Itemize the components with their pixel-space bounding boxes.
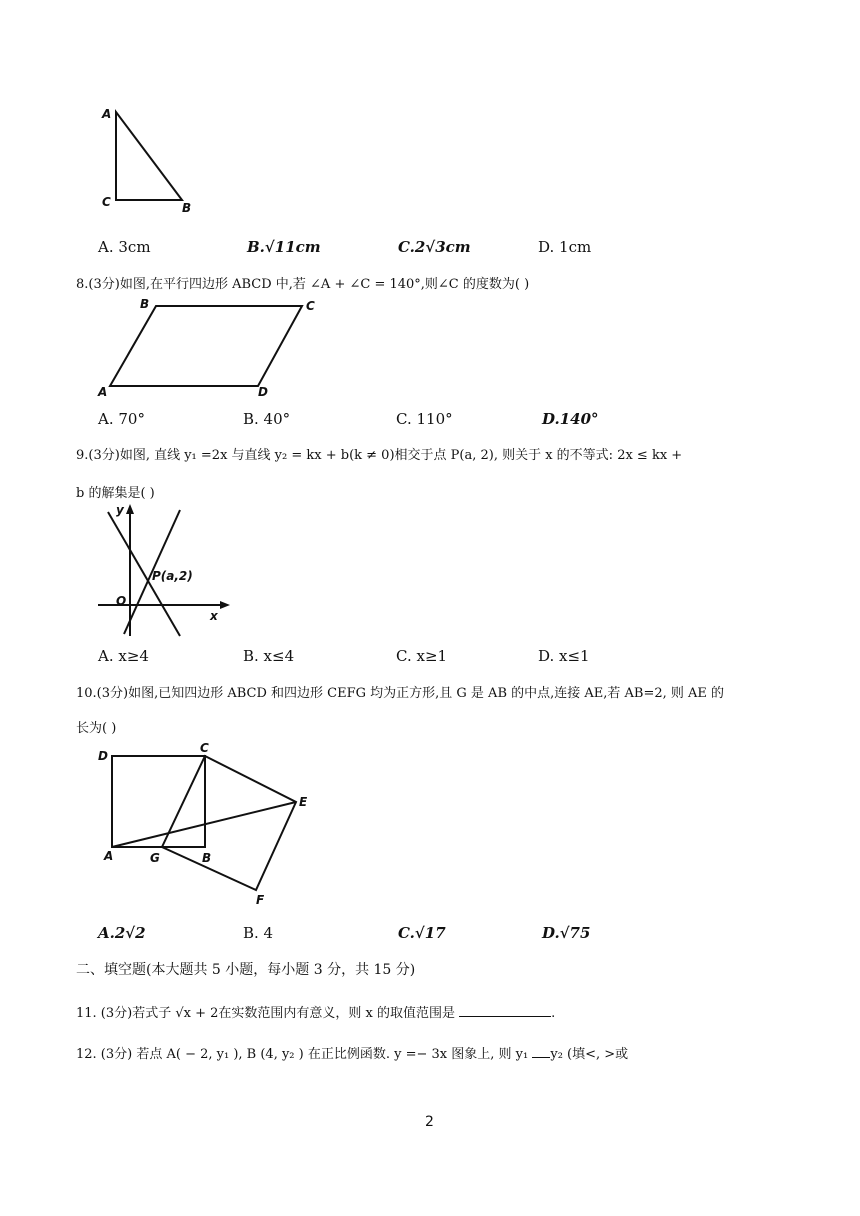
q9-label-y: y	[116, 503, 124, 517]
q10-option-c[interactable]: C.√17	[398, 924, 446, 942]
q11-answer-blank[interactable]	[459, 1004, 551, 1017]
q10-label-f: F	[256, 893, 265, 907]
q9-label-x: x	[210, 609, 218, 623]
q8-label-b: B	[140, 297, 150, 311]
q12-stem	[76, 1045, 628, 1064]
q10-stem-line1: 10.(3分)如图,已知四边形 ABCD 和四边形 CEFG 均为正方形,且 G 是 AB 的中点,连接 AE,若 AB=2, 则 AE 的	[76, 686, 725, 701]
q10-label-e: E	[299, 795, 308, 809]
q7-option-b[interactable]: B.√11cm	[247, 238, 321, 256]
q12-text: 12. (3分) 若点 A( − 2, y₁ ), B (4, y₂ ) 在正比例函数. y =− 3x 图象上, 则 y₁	[76, 1047, 529, 1062]
q9-option-b[interactable]: B. x≤4	[243, 647, 295, 665]
q9-label-p: P(a,2)	[152, 569, 193, 583]
q8-label-a: A	[98, 385, 108, 399]
q10-stem-line2: 长为( )	[76, 721, 117, 736]
q9-stem-line1: 9.(3分)如图, 直线 y₁ =2x 与直线 y₂ = kx + b(k ≠ 0)相交于点 P(a, 2), 则关于 x 的不等式: 2x ≤ kx +	[76, 448, 683, 463]
q7-label-c: C	[102, 195, 111, 209]
q8-option-d[interactable]: D.140°	[542, 410, 599, 428]
q10-label-a: A	[104, 849, 114, 863]
q7-option-d[interactable]: D. 1cm	[538, 238, 592, 256]
q8-parallelogram-figure	[96, 296, 326, 400]
q7-label-a: A	[102, 107, 112, 121]
q9-coordinate-figure	[94, 502, 234, 642]
q11-stem	[76, 1004, 555, 1023]
q8-label-d: D	[258, 385, 268, 399]
q8-option-a[interactable]: A. 70°	[98, 410, 145, 428]
q8-label-c: C	[306, 299, 315, 313]
q10-label-d: D	[98, 749, 108, 763]
q9-option-c[interactable]: C. x≥1	[396, 647, 448, 665]
q8-stem: 8.(3分)如图,在平行四边形 ABCD 中,若 ∠A + ∠C = 140°,则∠C 的度数为( )	[76, 277, 530, 292]
q12-text-end: y₂ (填<, >或	[550, 1047, 629, 1062]
q12-answer-blank[interactable]	[532, 1045, 550, 1058]
q9-stem-line2: b 的解集是( )	[76, 486, 155, 501]
q10-squares-figure	[92, 738, 322, 908]
q9-option-d[interactable]: D. x≤1	[538, 647, 590, 665]
q10-option-b[interactable]: B. 4	[243, 924, 274, 942]
page-number: 2	[425, 1114, 434, 1130]
q9-option-a[interactable]: A. x≥4	[98, 647, 149, 665]
q11-text: 11. (3分)若式子 √x + 2在实数范围内有意义，则 x 的取值范围是	[76, 1006, 455, 1021]
q7-triangle-figure	[100, 100, 210, 220]
q8-option-c[interactable]: C. 110°	[396, 410, 453, 428]
q7-option-a[interactable]: A. 3cm	[98, 238, 151, 256]
q10-option-a[interactable]: A.2√2	[98, 924, 146, 942]
q11-period: .	[551, 1006, 556, 1021]
q10-label-b: B	[202, 851, 212, 865]
q10-label-c: C	[200, 741, 209, 755]
q7-label-b: B	[182, 201, 192, 215]
q8-option-b[interactable]: B. 40°	[243, 410, 291, 428]
q10-option-d[interactable]: D.√75	[542, 924, 591, 942]
q10-label-g: G	[150, 851, 160, 865]
q7-option-c[interactable]: C.2√3cm	[398, 238, 471, 256]
section-2-title: 二、填空题(本大题共 5 小题，每小题 3 分，共 15 分)	[76, 962, 416, 978]
q9-label-o: O	[116, 594, 127, 608]
